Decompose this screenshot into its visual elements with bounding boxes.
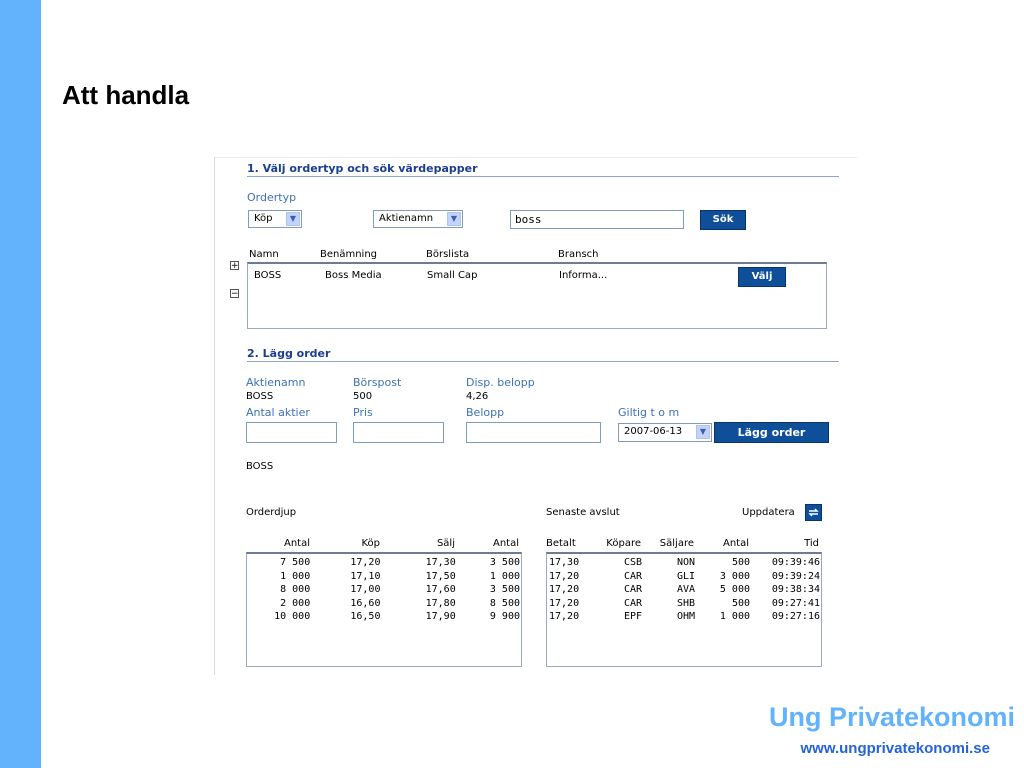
trades-header-kopare: Köpare [606, 538, 641, 549]
table-cell: 16,60 [350, 597, 381, 609]
table-cell: 09:27:16 [771, 611, 820, 622]
table-cell: 9 900 [489, 611, 520, 622]
table-cell: 17,80 [425, 597, 456, 609]
col-header-borslista: Börslista [426, 249, 470, 260]
trades-header-tid: Tid [804, 538, 819, 549]
select-button[interactable]: Välj [738, 267, 786, 287]
table-cell: CAR [623, 597, 642, 609]
chevron-down-icon: ▼ [447, 212, 461, 226]
search-by-value: Aktienamn [379, 213, 434, 224]
table-cell: 09:39:46 [771, 557, 820, 568]
ordertyp-label: Ordertyp [247, 191, 297, 204]
table-cell: 09:39:24 [771, 570, 820, 582]
table-row [547, 556, 820, 570]
antal-aktier-input[interactable] [246, 422, 337, 443]
table-row [247, 570, 520, 584]
latest-trades-box [546, 552, 822, 667]
col-header-namn: Namn [249, 249, 279, 260]
orderdepth-header-salj: Sälj [436, 538, 455, 549]
search-input-value: boss [515, 213, 542, 226]
table-cell: 1 000 [489, 570, 520, 582]
section2-title: 2. Lägg order [247, 347, 331, 360]
trades-header-betalt: Betalt [546, 538, 576, 549]
giltig-date-select[interactable] [618, 423, 712, 442]
disp-belopp-value: 4,26 [466, 391, 489, 402]
belopp-label: Belopp [466, 406, 505, 419]
table-cell: 5 000 [719, 584, 750, 595]
result-namn: BOSS [254, 270, 282, 281]
search-results-box [247, 262, 827, 329]
aktienamn-value: BOSS [246, 391, 274, 402]
side-accent-bar [0, 0, 41, 768]
section2-divider [247, 361, 839, 362]
table-cell: 1 000 [280, 570, 311, 582]
table-cell: 1 000 [719, 611, 750, 622]
table-cell: 09:27:41 [771, 597, 820, 609]
plus-box-icon[interactable]: + [231, 261, 239, 271]
table-row [247, 583, 520, 597]
table-row [547, 570, 820, 584]
section1-title: 1. Välj ordertyp och sök värdepapper [247, 162, 478, 175]
table-cell: 8 000 [280, 584, 311, 595]
chevron-down-icon: ▼ [286, 212, 300, 226]
place-order-button[interactable]: Lägg order [714, 422, 829, 443]
table-cell: 500 [731, 597, 750, 609]
latest-trades-table [547, 556, 820, 624]
table-row [247, 610, 520, 624]
borspost-label: Börspost [353, 376, 402, 389]
aktienamn-label: Aktienamn [246, 376, 306, 389]
table-row [547, 583, 820, 597]
minus-box-icon[interactable]: − [231, 289, 239, 299]
brand-name: Ung Privatekonomi [768, 702, 1015, 732]
section1-divider [247, 176, 839, 177]
trades-header-saljare: Säljare [659, 538, 694, 549]
table-cell: 3 500 [489, 557, 520, 568]
giltig-value: 2007-06-13 [624, 426, 683, 437]
stock-name-heading: BOSS [246, 461, 274, 472]
brand-url[interactable]: www.ungprivatekonomi.se [800, 740, 990, 757]
table-cell: 17,20 [549, 611, 580, 622]
table-cell: 17,30 [549, 557, 580, 568]
table-cell: 3 500 [489, 584, 520, 595]
borspost-value: 500 [353, 391, 373, 402]
table-cell: 17,20 [549, 597, 580, 609]
pris-input[interactable] [353, 422, 444, 443]
slide-title: Att handla [62, 80, 190, 110]
table-row [547, 610, 820, 624]
latest-trades-title: Senaste avslut [546, 507, 620, 518]
table-cell: 17,00 [350, 584, 381, 595]
orderdepth-header-antal: Antal [283, 538, 310, 549]
search-by-select[interactable] [373, 210, 463, 228]
orderdepth-header-kop: Köp [361, 538, 380, 549]
belopp-input[interactable] [466, 422, 601, 443]
pris-label: Pris [353, 406, 373, 419]
table-cell: 7 500 [280, 557, 311, 568]
trades-header-antal: Antal [722, 538, 749, 549]
ordertyp-value: Köp [254, 213, 273, 224]
table-cell: CSB [623, 557, 642, 568]
table-cell: EPF [623, 611, 642, 622]
search-button[interactable]: Sök [700, 210, 746, 230]
table-cell: 2 000 [280, 597, 311, 609]
orderdepth-header-antal2: Antal [492, 538, 519, 549]
ordertyp-select[interactable] [248, 210, 302, 228]
table-cell: 17,90 [425, 611, 456, 622]
result-borslista: Small Cap [427, 270, 478, 281]
orderdepth-box [246, 552, 522, 667]
table-cell: 3 000 [719, 570, 750, 582]
table-cell: AVA [676, 584, 695, 595]
result-benamning: Boss Media [325, 270, 382, 281]
table-cell: 17,20 [549, 570, 580, 582]
refresh-icon[interactable] [805, 504, 822, 521]
table-cell: 10 000 [274, 611, 311, 622]
table-cell: 16,50 [350, 611, 381, 622]
table-cell: GLI [676, 570, 695, 582]
table-row [547, 597, 820, 611]
table-cell: CAR [623, 584, 642, 595]
search-input[interactable] [510, 210, 684, 229]
orderdepth-title: Orderdjup [246, 507, 297, 518]
table-cell: SHB [676, 597, 695, 609]
table-row [247, 597, 520, 611]
chevron-down-icon: ▼ [696, 425, 710, 439]
refresh-label[interactable]: Uppdatera [742, 507, 795, 518]
table-cell: CAR [623, 570, 642, 582]
table-cell: 17,30 [425, 557, 456, 568]
orderdepth-table [247, 556, 520, 624]
table-row [247, 556, 520, 570]
col-header-bransch: Bransch [558, 249, 599, 260]
table-cell: 17,20 [350, 557, 381, 568]
table-cell: OHM [676, 611, 695, 622]
table-cell: 17,50 [425, 570, 456, 582]
table-cell: 17,20 [549, 584, 580, 595]
table-cell: NON [676, 557, 695, 568]
col-header-benamning: Benämning [320, 249, 378, 260]
disp-belopp-label: Disp. belopp [466, 376, 535, 389]
table-cell: 500 [731, 557, 750, 568]
giltig-label: Giltig t o m [618, 406, 680, 419]
trading-screenshot [214, 157, 857, 675]
table-cell: 8 500 [489, 597, 520, 609]
table-cell: 17,10 [350, 570, 381, 582]
table-cell: 09:38:34 [771, 584, 820, 595]
table-cell: 17,60 [425, 584, 456, 595]
antal-aktier-label: Antal aktier [246, 406, 310, 419]
result-bransch: Informa... [559, 270, 608, 281]
